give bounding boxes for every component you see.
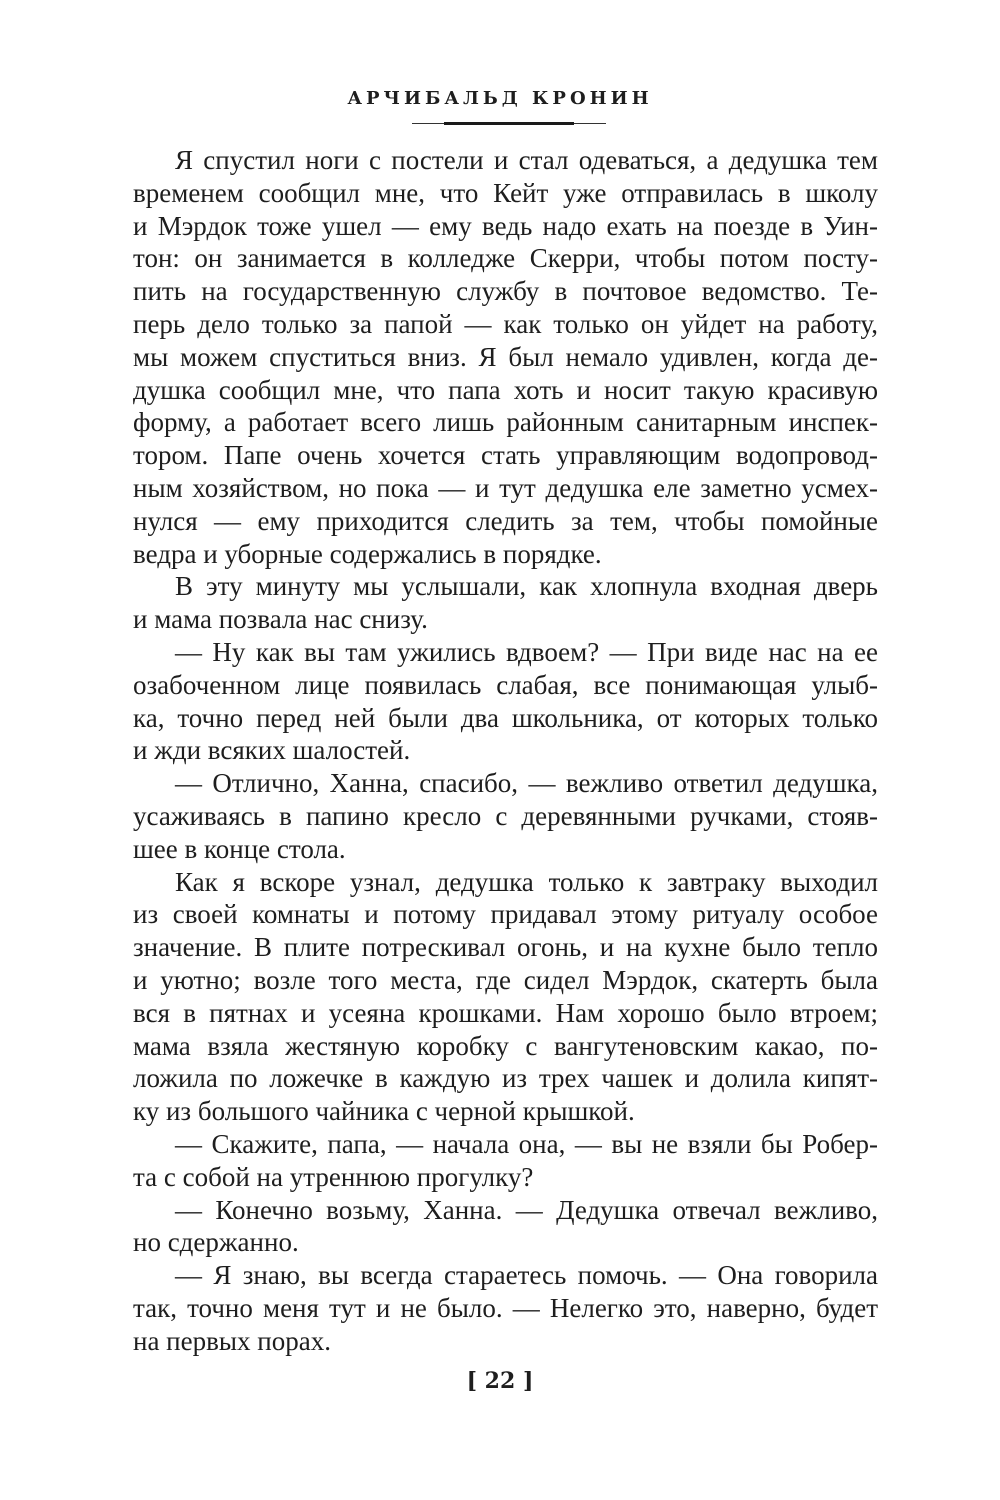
paragraph — [133, 1194, 878, 1260]
text-line: ка, точно перед ней были два школьника, от которых только — [133, 702, 878, 733]
text-line: мама взяла жестяную коробку с вангутеновским какао, по- — [133, 1030, 878, 1061]
text-line: и уютно; возле того места, где сидел Мэрдок, скатерть была — [133, 964, 878, 995]
text-line: В эту минуту мы услышали, как хлопнула входная дверь — [175, 571, 878, 602]
text-line: нулся — ему приходится следить за тем, чтобы помойные — [133, 505, 878, 536]
text-line: озабоченном лице появилась слабая, все понимающая улыб- — [133, 669, 878, 700]
text-line: — Конечно возьму, Ханна. — Дедушка отвечал вежливо, — [175, 1194, 878, 1225]
text-line: Я спустил ноги с постели и стал одеваться, а дедушка тем — [175, 145, 878, 175]
text-line: ным хозяйством, но пока — и тут дедушка еле заметно усмех- — [133, 472, 878, 503]
body-text — [133, 144, 878, 1357]
text-line: так, точно меня тут и не было. — Нелегко это, наверно, будет — [133, 1292, 878, 1323]
text-line: мы можем спуститься вниз. Я был немало удивлен, когда де- — [133, 341, 878, 372]
paragraph — [133, 866, 878, 1128]
paragraph — [133, 1259, 878, 1357]
text-line: и Мэрдок тоже ушел — ему ведь надо ехать на поезде в Уин- — [133, 210, 878, 241]
paragraph — [133, 1128, 878, 1194]
running-header-author: АРЧИБАЛЬД КРОНИН — [347, 88, 653, 109]
text-line: ведра и уборные содержались в порядке. — [133, 538, 602, 569]
text-line: тон: он занимается в колледже Скерри, чтобы потом посту- — [133, 243, 878, 274]
text-line: — Скажите, папа, — начала она, — вы не взяли бы Робер- — [175, 1128, 878, 1159]
text-line: но сдержанно. — [133, 1227, 299, 1258]
text-line: тором. Папе очень хочется стать управляющим водопровод- — [133, 440, 878, 471]
text-line: вся в пятнах и усеяна крошками. Нам хорошо было втроем; — [133, 997, 878, 1028]
text-line: усаживаясь в папино кресло с деревянными ручками, стояв- — [133, 800, 878, 831]
paragraph — [133, 767, 878, 865]
page-number: [ 22 ] — [466, 1368, 534, 1394]
text-line: форму, а работает всего лишь районным санитарным инспек- — [133, 407, 878, 438]
text-line: временем сообщил мне, что Кейт уже отправилась в школу — [133, 177, 878, 208]
text-line: ку из большого чайника с черной крышкой. — [133, 1096, 635, 1127]
paragraph — [133, 636, 878, 767]
text-line: и жди всяких шалостей. — [133, 735, 411, 766]
text-line: на первых порах. — [133, 1325, 331, 1356]
text-line: перь дело только за папой — как только он уйдет на работу, — [133, 308, 878, 339]
text-line: — Ну как вы там ужились вдвоем? — При виде нас на ее — [175, 636, 878, 667]
text-line: значение. В плите потрескивал огонь, и на кухне было тепло — [133, 932, 878, 963]
text-line: и мама позвала нас снизу. — [133, 604, 428, 635]
text-line: из своей комнаты и потому придавал этому ритуалу особое — [133, 899, 878, 930]
paragraph — [133, 570, 878, 636]
text-line: шее в конце стола. — [133, 833, 346, 864]
paragraph — [133, 144, 878, 570]
text-line: Как я вскоре узнал, дедушка только к завтраку выходил — [175, 866, 878, 897]
text-line: ложила по ложечке в каждую из трех чашек и долила кипят- — [133, 1063, 878, 1094]
text-line: пить на государственную службу в почтовое ведомство. Те- — [133, 276, 878, 307]
header-rule-accent — [444, 122, 574, 125]
text-line: — Я знаю, вы всегда стараетесь помочь. — Она говорила — [175, 1260, 878, 1291]
text-line: душка сообщил мне, что папа хоть и носит такую красивую — [133, 374, 878, 405]
text-line: та с собой на утреннюю прогулку? — [133, 1161, 534, 1192]
text-line: — Отлично, Ханна, спасибо, — вежливо ответил дедушка, — [175, 768, 878, 799]
